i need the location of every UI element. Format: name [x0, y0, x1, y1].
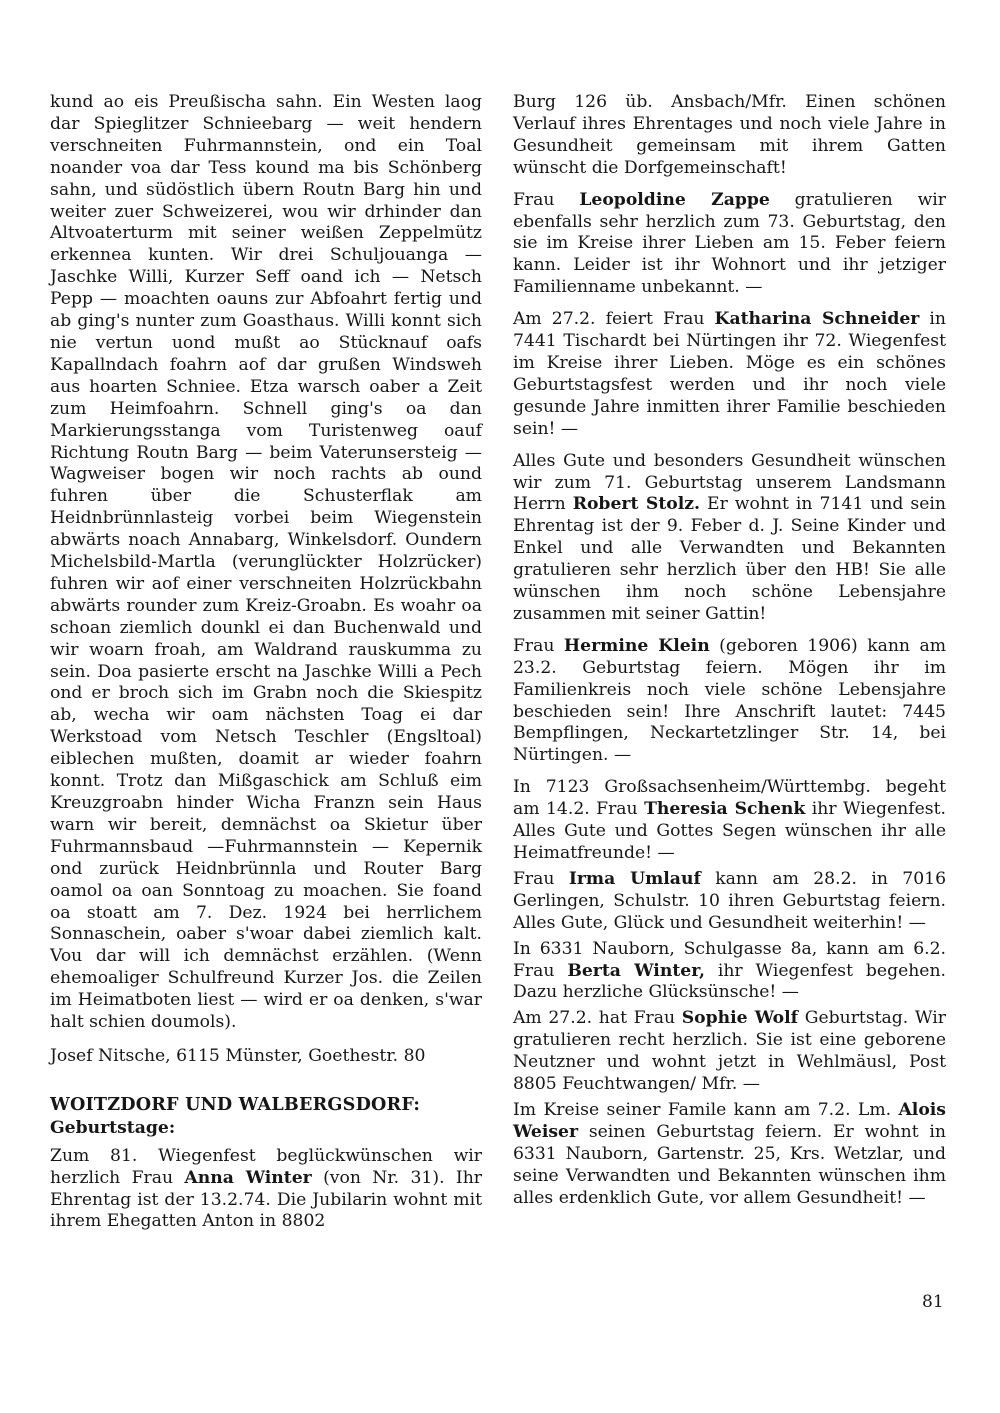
- author-signature: Josef Nitsche, 6115 Münster, Goethestr. 80: [50, 1045, 426, 1066]
- subheading: Geburtstage:: [50, 1117, 176, 1138]
- birthday-entry: Frau Irma Umlauf kann am 28.2. in 7016 Gerlingen, Schulstr. 10 ihren Geburtstag feiern. Alles Gute, Glück und Gesundheit weiterhin! —: [513, 868, 946, 933]
- birthday-entry: Frau Leopoldine Zappe gratulieren wir ebenfalls sehr herzlich zum 73. Geburtstag, den sie im Kreise ihrer Lieben am 15. Feber feiern kann. Leider ist ihr Wohnort und ihr jetziger Familienname unbekannt. —: [513, 189, 946, 298]
- page-number: 81: [922, 1292, 944, 1312]
- birthday-entry: Alles Gute und besonders Gesundheit wünschen wir zum 71. Geburtstag unserem Landsmann Herrn Robert Stolz. Er wohnt in 7141 und sein Ehrentag ist der 9. Feber d. J. Seine Kinder und Enkel und alle Verwandten und Bekannten gratulieren sehr herzlich über den HB! Sie alle wünschen ihm noch schöne Lebensjahre zusammen mit seiner Gattin!: [513, 450, 946, 624]
- person-name: Leopoldine Zappe: [579, 189, 770, 210]
- continuation-text: Burg 126 üb. Ansbach/Mfr. Einen schönen Verlauf ihres Ehrentages und noch viele Jahre in Gesundheit gemeinsam mit ihrem Gatten wünscht die Dorfgemeinschaft!: [513, 92, 946, 178]
- birthday-entry: Zum 81. Wiegenfest beglückwünschen wir herzlich Frau Anna Winter (von Nr. 31). Ihr Ehrentag ist der 13.2.74. Die Jubilarin wohnt mit ihrem Ehegatten Anton in 8802: [50, 1145, 482, 1232]
- person-name: Irma Umlauf: [568, 868, 701, 889]
- birthday-entry: Frau Hermine Klein (geboren 1906) kann am 23.2. Geburtstag feiern. Mögen ihr im Familienkreis noch viele schöne Lebensjahre beschieden sein! Ihre Anschrift lautet: 7445 Bempflingen, Neckartetzlinger Str. 14, bei Nürtingen. —: [513, 635, 946, 766]
- story-text: kund ao eis Preußischa sahn. Ein Westen laog dar Spieglitzer Schnieebarg — weit hendern verschneiten Fuhrmannstein, ond ein Toal noander voa dar Tess kound ma bis Schönberg sahn, und südöstlich übern Routn Barg hin und weiter zuer Schweizerei, wou wir drhinder dan Altvoaterturm mit seiner weißen Zeppelmütz erkennea kunten. Wir drei Schuljouanga — Jaschke Willi, Kurzer Seff oand ich — Netsch Pepp — moachten oauns zur Abfoahrt fertig und ab ging's nunter zum Goasthaus. Willi konnt sich nie vertun uond mußt ao Stücknauf oafs Kapallndach foahrn aof dar grußen Windsweh aus hoarten Schniee. Etza warsch oaber a Zeit zum Heimfoahrn. Schnell ging's oa dan Markierungsstanga vom Turistenweg oauf Richtung Routn Barg — beim Vaterunsersteig — Wagweiser bogen wir noch rachts ab ound fuhren über die Schusterflak am Heidnbrünnlasteig vorbei beim Wiegenstein abwärts noach Annabarg, Winkelsdorf. Oundern Michelsbild-Martla (verunglückter Holzrücker) fuhren wir aof einer verschneiten Holzrückbahn abwärts rounder zum Kreiz-Groabn. Es woahr oa schoan ziemlich dounkl ei dan Buchenwald und wir woarn froah, am Waldrand rauskumma zu sein. Doa pasierte erscht na Jaschke Willi a Pech ond er broch sich im Grabn noch die Skiespitz ab, wecha wir oam nächsten Toag ei dar Werkstoad vom Netsch Teschler (Engsltoal) eiblechen mußten, doamit ar wieder foahrn konnt. Trotz dan Mißgaschick am Schluß eim Kreuzgroabn hinder Wicha Franzn sein Haus warn wir bereit, demnächst oa Skietur über Fuhrmannsbaud —Fuhrmannstein — Kepernik ond zurück Heidnbrünnla und Router Barg oamol oa oan Sonntoag zu moachen. Sie foand oa stoatt am 7. Dez. 1924 bei herrlichem Sonnaschein, oaber s'woar dabei ziemlich kalt. Vou dar will ich demnächst erzählen. (Wenn ehemoaliger Schulfreund Kurzer Jos. die Zeilen im Heimatboten liest — wird er oa denken, s'war halt schien doumols).: [50, 92, 482, 1033]
- person-name: Anna Winter: [184, 1167, 312, 1188]
- person-name: Berta Winter,: [567, 960, 705, 981]
- birthday-entry: Im Kreise seiner Famile kann am 7.2. Lm. Alois Weiser seinen Geburtstag feiern. Er wohnt in 6331 Nauborn, Gartenstr. 25, Krs. Wetzlar, und seine Verwandten und Bekannten wünschen ihm alles erdenklich Gute, vor allem Gesundheit! —: [513, 1099, 946, 1208]
- left-column: [50, 92, 482, 1243]
- birthday-entry: In 6331 Nauborn, Schulgasse 8a, kann am 6.2. Frau Berta Winter, ihr Wiegenfest begehen. Dazu herzliche Glücksünsche! —: [513, 938, 947, 1003]
- section-title: WOITZDORF UND WALBERGSDORF:: [50, 1093, 421, 1115]
- birthday-entry: Am 27.2. hat Frau Sophie Wolf Geburtstag. Wir gratulieren recht herzlich. Sie ist eine geborene Neutzner und wohnt jetzt in Wehlmäusl, Post 8805 Feuchtwangen/ Mfr. —: [513, 1008, 946, 1095]
- right-column: [513, 92, 946, 1220]
- person-name: Sophie Wolf: [681, 1008, 799, 1029]
- person-name: Robert Stolz.: [572, 494, 701, 515]
- person-name: Theresia Schenk: [644, 799, 806, 820]
- person-name: Katharina Schneider: [714, 309, 920, 330]
- person-name: Hermine Klein: [563, 635, 710, 656]
- birthday-entry: In 7123 Großsachsenheim/Württembg. begeht am 14.2. Frau Theresia Schenk ihr Wiegenfest. Alles Gute und Gottes Segen wünschen ihr alle Heimatfreunde! —: [513, 777, 946, 863]
- person-name: Alois Weiser: [513, 1099, 946, 1142]
- birthday-entry: Am 27.2. feiert Frau Katharina Schneider in 7441 Tischardt bei Nürtingen ihr 72. Wiegenfest im Kreise ihrer Lieben. Möge es ein schönes Geburtstagsfest werden und ihr noch viele gesunde Jahre inmitten ihrer Familie beschieden sein! —: [513, 309, 946, 439]
